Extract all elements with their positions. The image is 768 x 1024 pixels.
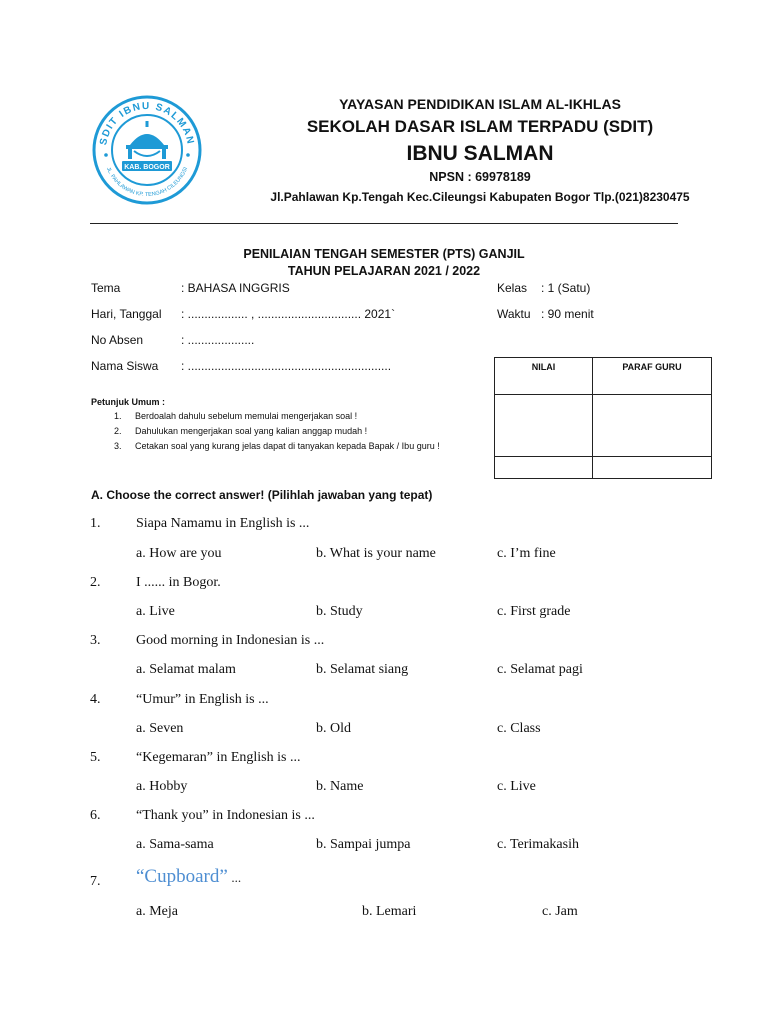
nilai-header: NILAI: [495, 358, 593, 395]
instruction-text: Berdoalah dahulu sebelum memulai mengerjakan soal !: [135, 411, 358, 421]
instructions-heading: Petunjuk Umum :: [91, 397, 166, 407]
school-address: Jl.Pahlawan Kp.Tengah Kec.Cileungsi Kabupaten Bogor Tlp.(021)8230475: [270, 190, 690, 204]
question-text: Good morning in Indonesian is ...: [136, 633, 325, 648]
section-a-heading: A. Choose the correct answer! (Pilihlah jawaban yang tepat): [91, 488, 433, 502]
paraf-footer-cell: [593, 457, 712, 479]
question-number: 7.: [90, 874, 101, 889]
school-logo: [92, 95, 202, 205]
npsn: NPSN : 69978189: [429, 170, 531, 184]
tema-label: Tema: [91, 281, 121, 295]
question-text: “Thank you” in Indonesian is ...: [136, 808, 315, 823]
logo-text-bottom: JL. PAHLAWAN KP. TENGAH CILEUNGSI: [104, 166, 190, 199]
logo-banner: KAB. BOGOR: [124, 164, 170, 171]
foundation-name: YAYASAN PENDIDIKAN ISLAM AL-IKHLAS: [339, 96, 621, 112]
paraf-cell: [593, 395, 712, 457]
exam-year: TAHUN PELAJARAN 2021 / 2022: [287, 264, 481, 278]
nilai-footer-cell: [495, 457, 593, 479]
question-text: I ...... in Bogor.: [136, 575, 221, 590]
exam-title: PENILAIAN TENGAH SEMESTER (PTS) GANJIL: [243, 247, 525, 261]
question-number: 6.: [90, 808, 101, 823]
option-c: c. Terimakasih: [497, 837, 579, 852]
kelas-value: : 1 (Satu): [541, 281, 591, 295]
school-type: SEKOLAH DASAR ISLAM TERPADU (SDIT): [306, 117, 654, 136]
waktu-value: : 90 menit: [541, 307, 594, 321]
option-b: b. Selamat siang: [316, 662, 409, 677]
instruction-text: Dahulukan mengerjakan soal yang kalian anggap mudah !: [135, 426, 368, 436]
option-a: a. Sama-sama: [136, 837, 214, 852]
logo-text-top: SDIT IBNU SALMAN: [98, 100, 196, 147]
question-number: 3.: [90, 633, 101, 648]
header-divider: [90, 223, 678, 224]
instruction-number: 1.: [114, 411, 122, 421]
nama-value: : .............................................................: [181, 359, 392, 373]
option-a: a. Meja: [136, 904, 178, 919]
kelas-label: Kelas: [497, 281, 528, 295]
instruction-text: Cetakan soal yang kurang jelas dapat di tanyakan kepada Bapak / Ibu guru !: [135, 441, 440, 451]
option-c: c. Class: [497, 721, 541, 736]
option-b: b. Sampai jumpa: [316, 837, 411, 852]
question-text: “Cupboard”: [136, 866, 228, 887]
question-ellipsis: ...: [231, 870, 242, 885]
option-c: c. I’m fine: [497, 546, 556, 561]
instruction-number: 3.: [114, 441, 122, 451]
option-a: a. How are you: [136, 546, 222, 561]
option-b: b. Name: [316, 779, 364, 794]
question-number: 2.: [90, 575, 101, 590]
paraf-header: PARAF GURU: [593, 358, 712, 395]
option-a: a. Selamat malam: [136, 662, 236, 677]
nilai-cell: [495, 395, 593, 457]
option-a: a. Seven: [136, 721, 184, 736]
absen-value: : ....................: [181, 333, 255, 347]
option-b: b. Old: [316, 721, 351, 736]
grade-table: [494, 357, 712, 479]
hari-label: Hari, Tanggal: [91, 307, 162, 321]
option-a: a. Live: [136, 604, 175, 619]
instruction-number: 2.: [114, 426, 122, 436]
option-b: b. What is your name: [316, 546, 436, 561]
option-c: c. Selamat pagi: [497, 662, 583, 677]
option-c: c. First grade: [497, 604, 571, 619]
school-name: IBNU SALMAN: [406, 142, 554, 165]
question-number: 1.: [90, 516, 101, 531]
hari-value: : .................. , ............................... 2021`: [181, 307, 396, 321]
option-c: c. Live: [497, 779, 536, 794]
question-text-line: [136, 866, 241, 888]
question-number: 4.: [90, 692, 101, 707]
option-a: a. Hobby: [136, 779, 188, 794]
question-text: “Kegemaran” in English is ...: [136, 750, 301, 765]
tema-value: : BAHASA INGGRIS: [181, 281, 290, 295]
waktu-label: Waktu: [497, 307, 531, 321]
option-c: c. Jam: [542, 904, 578, 919]
option-b: b. Lemari: [362, 904, 417, 919]
option-b: b. Study: [316, 604, 363, 619]
question-text: “Umur” in English is ...: [136, 692, 269, 707]
question-text: Siapa Namamu in English is ...: [136, 516, 310, 531]
question-number: 5.: [90, 750, 101, 765]
absen-label: No Absen: [91, 333, 144, 347]
nama-label: Nama Siswa: [91, 359, 159, 373]
